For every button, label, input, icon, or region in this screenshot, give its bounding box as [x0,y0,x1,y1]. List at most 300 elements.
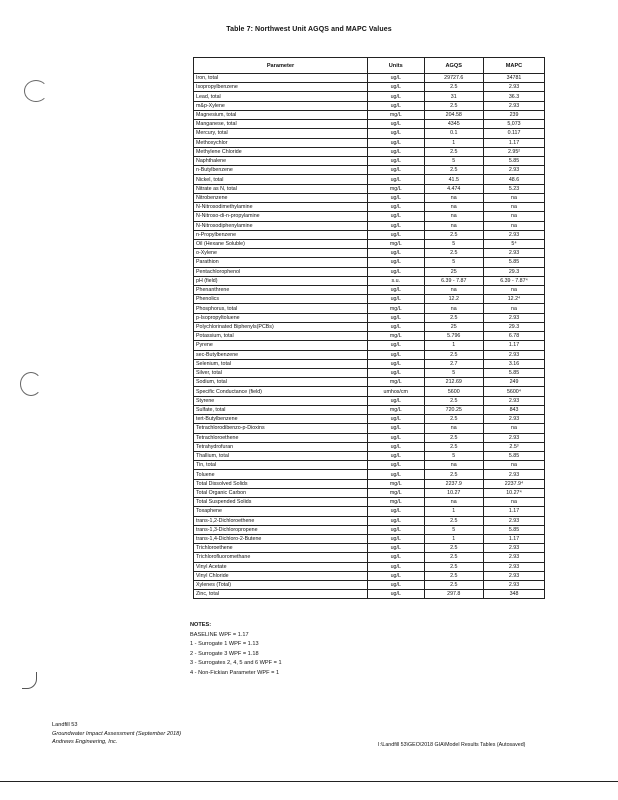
cell-parameter: n-Propylbenzene [194,230,368,239]
cell-parameter: tert-Butylbenzene [194,415,368,424]
cell-parameter: Vinyl Acetate [194,562,368,571]
footer-firm: Andrews Engineering, Inc. [52,739,118,746]
cell-parameter: Phenanthrene [194,286,368,295]
cell-parameter: pH (field) [194,276,368,285]
cell-parameter: Sodium, total [194,378,368,387]
cell-agqs: 2.5 [424,562,483,571]
cell-agqs: na [424,304,483,313]
cell-agqs: na [424,424,483,433]
cell-units: ug/L [368,175,425,184]
cell-mapc: 249 [484,378,545,387]
cell-units: ug/L [368,129,425,138]
table-row [194,129,545,138]
cell-agqs: 2.7 [424,359,483,368]
punch-hole-middle [20,372,42,396]
cell-agqs: 2.5 [424,581,483,590]
cell-parameter: Magnesium, total [194,110,368,119]
cell-parameter: Phosphorus, total [194,304,368,313]
cell-parameter: Manganese, total [194,120,368,129]
cell-parameter: trans-1,3-Dichloropropene [194,525,368,534]
cell-mapc: 29.3 [484,322,545,331]
cell-mapc: 348 [484,590,545,599]
footer-site: Landfill 53 [52,722,78,728]
cell-mapc: na [484,424,545,433]
cell-units: ug/L [368,461,425,470]
table-row [194,590,545,599]
cell-agqs: 1 [424,341,483,350]
cell-parameter: Total Suspended Solids [194,498,368,507]
cell-units: ug/L [368,553,425,562]
cell-agqs: 297.8 [424,590,483,599]
cell-units: ug/L [368,221,425,230]
header-agqs: AGQS [424,58,483,74]
cell-units: ug/L [368,249,425,258]
table-row [194,341,545,350]
table-row [194,101,545,110]
cell-units: ug/L [368,258,425,267]
cell-units: mg/L [368,304,425,313]
cell-agqs: 2.5 [424,249,483,258]
cell-units: ug/L [368,74,425,83]
cell-mapc: na [484,212,545,221]
cell-mapc: 2.93 [484,544,545,553]
table-row [194,83,545,92]
cell-agqs: 29727.6 [424,74,483,83]
cell-units: ug/L [368,424,425,433]
cell-units: mg/L [368,498,425,507]
table-row [194,396,545,405]
cell-agqs: 2.5 [424,470,483,479]
footer-left [52,721,181,747]
cell-units: ug/L [368,83,425,92]
punch-hole-top [24,80,48,102]
cell-units: ug/L [368,369,425,378]
cell-units: mg/L [368,184,425,193]
cell-mapc: 2.93 [484,516,545,525]
cell-mapc: 5600⁴ [484,387,545,396]
table-row [194,534,545,543]
cell-mapc: 5⁴ [484,239,545,248]
note-line: BASELINE WPF = 1.17 [190,631,249,638]
table-row [194,424,545,433]
cell-units: ug/L [368,442,425,451]
cell-mapc: 10.27⁴ [484,488,545,497]
cell-parameter: Naphthalene [194,156,368,165]
cell-parameter: Oil (Hexane Soluble) [194,239,368,248]
cell-mapc: 2.5³ [484,442,545,451]
cell-units: ug/L [368,313,425,322]
cell-agqs: 212.69 [424,378,483,387]
cell-mapc: 2.93 [484,433,545,442]
cell-mapc: 2.93 [484,249,545,258]
cell-units: mg/L [368,378,425,387]
table-row [194,405,545,414]
table-body [194,74,545,599]
cell-parameter: Parathion [194,258,368,267]
table-row [194,479,545,488]
cell-mapc: 5.85 [484,258,545,267]
table-row [194,74,545,83]
cell-agqs: 2.5 [424,516,483,525]
cell-mapc: 5.23 [484,184,545,193]
cell-agqs: na [424,286,483,295]
cell-parameter: Styrene [194,396,368,405]
cell-units: ug/L [368,147,425,156]
cell-mapc: na [484,304,545,313]
cell-units: ug/L [368,286,425,295]
note-line: 1 - Surrogate 1 WPF = 1.13 [190,641,259,647]
cell-units: ug/L [368,295,425,304]
cell-parameter: Methoxychlor [194,138,368,147]
table-row [194,193,545,202]
cell-parameter: Potassium, total [194,332,368,341]
cell-units: ug/L [368,525,425,534]
cell-units: ug/L [368,470,425,479]
notes-section [190,621,282,678]
table-row [194,470,545,479]
cell-units: ug/L [368,166,425,175]
cell-mapc: 2.93 [484,470,545,479]
table-row [194,442,545,451]
cell-mapc: 12.2⁴ [484,295,545,304]
cell-agqs: na [424,193,483,202]
footer-report: Groundwater Impact Assessment (September 2018) [52,730,182,737]
cell-units: umhos/cm [368,387,425,396]
cell-units: ug/L [368,516,425,525]
cell-mapc: 2.93 [484,415,545,424]
scan-mark [22,672,37,689]
cell-units: ug/L [368,544,425,553]
cell-agqs: 2.5 [424,415,483,424]
cell-parameter: Toluene [194,470,368,479]
cell-mapc: na [484,193,545,202]
cell-parameter: Tin, total [194,461,368,470]
cell-agqs: 4345 [424,120,483,129]
cell-units: ug/L [368,507,425,516]
cell-agqs: 41.5 [424,175,483,184]
table-row [194,507,545,516]
cell-mapc: 2.93 [484,571,545,580]
cell-units: ug/L [368,267,425,276]
cell-agqs: 5 [424,369,483,378]
cell-units: ug/L [368,341,425,350]
cell-agqs: na [424,221,483,230]
table-row [194,544,545,553]
cell-agqs: 2.5 [424,83,483,92]
cell-agqs: 5 [424,156,483,165]
table-row [194,313,545,322]
table-row [194,451,545,460]
cell-mapc: 6.39 - 7.87⁴ [484,276,545,285]
table-row [194,332,545,341]
cell-agqs: na [424,498,483,507]
cell-parameter: n-Butylbenzene [194,166,368,175]
table-row [194,267,545,276]
table-row [194,203,545,212]
cell-agqs: 6.39 - 7.87 [424,276,483,285]
cell-agqs: 204.58 [424,110,483,119]
cell-agqs: na [424,203,483,212]
cell-mapc: 2.93 [484,553,545,562]
cell-mapc: na [484,286,545,295]
cell-units: ug/L [368,230,425,239]
cell-mapc: 239 [484,110,545,119]
header-parameter: Parameter [194,58,368,74]
cell-agqs: 2.5 [424,571,483,580]
cell-agqs: 5 [424,239,483,248]
cell-units: ug/L [368,590,425,599]
cell-parameter: N-Nitrosodimethylamine [194,203,368,212]
cell-agqs: 5 [424,258,483,267]
cell-agqs: 2.5 [424,313,483,322]
table-row [194,156,545,165]
page-bottom-rule [0,781,618,782]
table-row [194,184,545,193]
cell-parameter: Tetrachlorodibenzo-p-Dioxins [194,424,368,433]
table-row [194,286,545,295]
cell-parameter: Xylenes (Total) [194,581,368,590]
cell-parameter: trans-1,4-Dichloro-2-Butene [194,534,368,543]
table-row [194,359,545,368]
cell-units: ug/L [368,101,425,110]
cell-mapc: 843 [484,405,545,414]
table-row [194,295,545,304]
cell-mapc: 1.17 [484,534,545,543]
table-row [194,110,545,119]
table-row [194,138,545,147]
cell-agqs: 25 [424,322,483,331]
cell-agqs: 5 [424,525,483,534]
cell-agqs: 0.1 [424,129,483,138]
cell-mapc: 2.93 [484,350,545,359]
cell-mapc: 2.95² [484,147,545,156]
cell-mapc: 2.93 [484,230,545,239]
cell-units: ug/L [368,322,425,331]
cell-mapc: 2.93 [484,581,545,590]
cell-parameter: sec-Butylbenzene [194,350,368,359]
cell-parameter: Iron, total [194,74,368,83]
notes-heading: NOTES: [190,622,212,628]
cell-mapc: 2237.9⁴ [484,479,545,488]
table-row [194,212,545,221]
cell-units: ug/L [368,203,425,212]
header-mapc: MAPC [484,58,545,74]
table-row [194,92,545,101]
cell-mapc: na [484,461,545,470]
cell-agqs: 1 [424,534,483,543]
cell-parameter: Trichlorofluoromethane [194,553,368,562]
cell-units: mg/L [368,332,425,341]
table-row [194,553,545,562]
cell-parameter: Phenolics [194,295,368,304]
cell-units: ug/L [368,156,425,165]
cell-mapc: na [484,498,545,507]
cell-parameter: Silver, total [194,369,368,378]
cell-units: mg/L [368,488,425,497]
cell-parameter: Tetrahydrofuran [194,442,368,451]
cell-mapc: 36.3 [484,92,545,101]
cell-units: ug/L [368,193,425,202]
cell-mapc: 5.85 [484,525,545,534]
note-line: 4 - Non-Fickian Parameter WPF = 1 [190,669,280,676]
cell-parameter: Tetrachloroethene [194,433,368,442]
cell-parameter: Polychlorinated Biphenyls(PCBs) [194,322,368,331]
cell-units: mg/L [368,405,425,414]
table-row [194,147,545,156]
cell-agqs: 1 [424,138,483,147]
cell-units: ug/L [368,433,425,442]
table-row [194,120,545,129]
cell-parameter: Nitrobenzene [194,193,368,202]
table-row [194,350,545,359]
agqs-mapc-table [193,57,545,599]
cell-mapc: 5.85 [484,451,545,460]
cell-units: ug/L [368,212,425,221]
cell-parameter: Thallium, total [194,451,368,460]
cell-mapc: 1.17 [484,507,545,516]
cell-parameter: Mercury, total [194,129,368,138]
cell-parameter: Trichloroethene [194,544,368,553]
cell-mapc: 5.85 [484,369,545,378]
table-row [194,488,545,497]
cell-agqs: 2.5 [424,166,483,175]
cell-parameter: Pentachlorophenol [194,267,368,276]
table-row [194,498,545,507]
cell-agqs: 5600 [424,387,483,396]
cell-agqs: 2.5 [424,101,483,110]
cell-parameter: Toxaphene [194,507,368,516]
cell-mapc: na [484,203,545,212]
cell-mapc: 48.6 [484,175,545,184]
cell-units: mg/L [368,239,425,248]
table-row [194,525,545,534]
table-row [194,166,545,175]
table-row [194,239,545,248]
cell-agqs: 2.5 [424,147,483,156]
cell-mapc: 0.117 [484,129,545,138]
cell-parameter: Selenium, total [194,359,368,368]
cell-units: ug/L [368,581,425,590]
table-row [194,387,545,396]
cell-mapc: 34781 [484,74,545,83]
cell-parameter: Nitrate as N, total [194,184,368,193]
table-row [194,378,545,387]
table-row [194,276,545,285]
cell-parameter: Zinc, total [194,590,368,599]
cell-parameter: o-Xylene [194,249,368,258]
cell-mapc: 5.85 [484,156,545,165]
cell-units: ug/L [368,451,425,460]
cell-units: ug/L [368,534,425,543]
note-line: 3 - Surrogates 2, 4, 5 and 6 WPF = 1 [190,660,282,666]
table-row [194,562,545,571]
cell-mapc: 2.93 [484,101,545,110]
cell-units: mg/L [368,110,425,119]
cell-units: ug/L [368,92,425,101]
cell-parameter: Isopropylbenzene [194,83,368,92]
cell-parameter: Vinyl Chloride [194,571,368,580]
cell-mapc: 2.93 [484,83,545,92]
cell-units: ug/L [368,571,425,580]
cell-parameter: N-Nitroso-di-n-propylamine [194,212,368,221]
table-row [194,249,545,258]
cell-agqs: na [424,212,483,221]
cell-units: mg/L [368,479,425,488]
cell-agqs: 31 [424,92,483,101]
cell-parameter: Pyrene [194,341,368,350]
cell-agqs: 2.5 [424,230,483,239]
cell-parameter: Total Dissolved Solids [194,479,368,488]
table-row [194,304,545,313]
page-title: Table 7: Northwest Unit AGQS and MAPC Values [226,26,392,33]
cell-mapc: 6.78 [484,332,545,341]
cell-agqs: 2237.9 [424,479,483,488]
cell-agqs: 720.25 [424,405,483,414]
cell-mapc: 2.93 [484,313,545,322]
cell-parameter: Methylene Chloride [194,147,368,156]
cell-agqs: 2.5 [424,350,483,359]
cell-agqs: 2.5 [424,396,483,405]
cell-parameter: trans-1,2-Dichloroethene [194,516,368,525]
table-row [194,433,545,442]
cell-parameter: Total Organic Carbon [194,488,368,497]
header-units: Units [368,58,425,74]
cell-parameter: Sulfate, total [194,405,368,414]
table-row [194,258,545,267]
cell-agqs: 2.5 [424,553,483,562]
cell-parameter: p-Isopropyltoluene [194,313,368,322]
cell-parameter: N-Nitrosodiphenylamine [194,221,368,230]
cell-agqs: 5 [424,451,483,460]
cell-mapc: 2.93 [484,562,545,571]
cell-agqs: 2.5 [424,442,483,451]
table-row [194,369,545,378]
cell-parameter: Lead, total [194,92,368,101]
cell-agqs: 12.2 [424,295,483,304]
cell-agqs: 10.27 [424,488,483,497]
cell-units: ug/L [368,359,425,368]
table-row [194,581,545,590]
cell-mapc: 2.93 [484,396,545,405]
cell-parameter: Specific Conductance (field) [194,387,368,396]
cell-mapc: 5,073 [484,120,545,129]
cell-mapc: 29.3 [484,267,545,276]
note-line: 2 - Surrogate 3 WPF = 1.18 [190,650,259,657]
footer-file-path: I:\Landfill 53\GEO\2018 GIA\Model Results Tables (Autosaved) [378,742,526,748]
table-row [194,415,545,424]
table-row [194,461,545,470]
cell-parameter: m&p-Xylene [194,101,368,110]
cell-units: ug/L [368,415,425,424]
cell-mapc: 1.17 [484,341,545,350]
table-row [194,230,545,239]
cell-mapc: 2.93 [484,166,545,175]
cell-agqs: 4.474 [424,184,483,193]
cell-agqs: 25 [424,267,483,276]
cell-agqs: 2.5 [424,544,483,553]
cell-agqs: 2.5 [424,433,483,442]
table-header-row [194,58,545,74]
table-row [194,516,545,525]
cell-agqs: 5.796 [424,332,483,341]
cell-units: ug/L [368,138,425,147]
cell-parameter: Nickel, total [194,175,368,184]
cell-units: ug/L [368,350,425,359]
cell-agqs: 1 [424,507,483,516]
cell-units: ug/L [368,120,425,129]
table-row [194,322,545,331]
cell-mapc: 3.16 [484,359,545,368]
